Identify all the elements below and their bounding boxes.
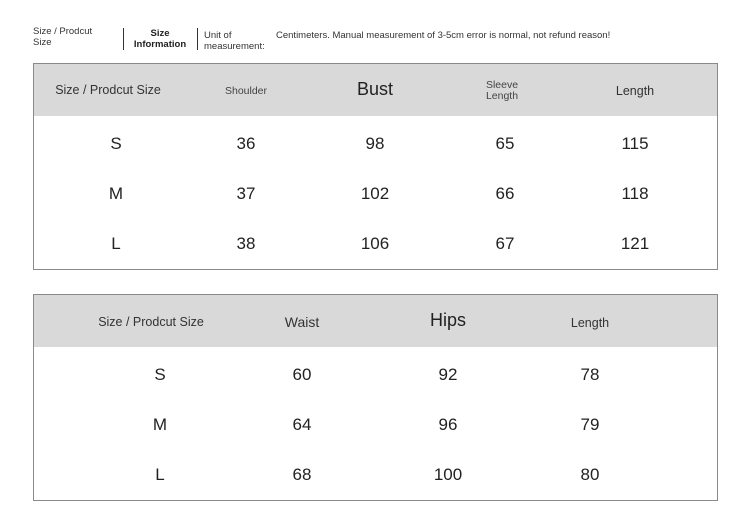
top-size-table bbox=[33, 63, 718, 270]
table-cell: L bbox=[111, 234, 121, 253]
col-header-size: Size / Prodcut Size bbox=[98, 315, 204, 329]
col-header-size: Size / Prodcut Size bbox=[55, 83, 161, 97]
table-cell: 79 bbox=[580, 415, 600, 434]
table-cell: M bbox=[108, 184, 124, 203]
bottom-size-table bbox=[33, 294, 718, 501]
table-cell: 65 bbox=[495, 134, 515, 153]
table-header-row bbox=[34, 295, 717, 347]
table-cell: 115 bbox=[621, 134, 649, 153]
header-size-label: Size / Prodcut Size bbox=[33, 26, 93, 48]
table-cell: 38 bbox=[236, 234, 256, 253]
table-cell: 100 bbox=[433, 465, 463, 484]
col-header-hips: Hips bbox=[429, 310, 467, 330]
table-cell: S bbox=[154, 365, 166, 384]
table-cell: 92 bbox=[438, 365, 458, 384]
table-cell: 60 bbox=[292, 365, 312, 384]
table-cell: 68 bbox=[292, 465, 312, 484]
col-header-bust: Bust bbox=[356, 79, 394, 99]
col-header-sleeve-length: Sleeve Length bbox=[485, 79, 519, 102]
table-cell: 102 bbox=[360, 184, 390, 203]
header-divider bbox=[123, 28, 124, 50]
table-cell: 64 bbox=[292, 415, 312, 434]
table-cell: L bbox=[155, 465, 165, 484]
col-header-waist: Waist bbox=[284, 314, 320, 330]
table-cell: S bbox=[110, 134, 122, 153]
header-unit-label: Unit of measurement: bbox=[204, 30, 265, 52]
table-cell: 67 bbox=[495, 234, 515, 253]
col-header-shoulder: Shoulder bbox=[224, 85, 268, 97]
table-cell: 78 bbox=[580, 365, 600, 384]
col-header-length: Length bbox=[570, 316, 610, 330]
header-size-information: Size Information bbox=[133, 28, 187, 50]
table-cell: 98 bbox=[365, 134, 385, 153]
table-header-row bbox=[34, 64, 717, 116]
table-cell: 106 bbox=[360, 234, 390, 253]
table-cell: 66 bbox=[495, 184, 515, 203]
size-info-header bbox=[33, 24, 717, 54]
table-cell: 36 bbox=[236, 134, 256, 153]
header-divider bbox=[197, 28, 198, 50]
table-cell: M bbox=[152, 415, 168, 434]
table-cell: 121 bbox=[620, 234, 650, 253]
table-cell: 118 bbox=[621, 184, 649, 203]
table-cell: 37 bbox=[236, 184, 256, 203]
col-header-length: Length bbox=[615, 84, 655, 98]
table-cell: 80 bbox=[580, 465, 600, 484]
header-unit-note: Centimeters. Manual measurement of 3-5cm error is normal, not refund reason! bbox=[276, 30, 611, 41]
table-cell: 96 bbox=[438, 415, 458, 434]
